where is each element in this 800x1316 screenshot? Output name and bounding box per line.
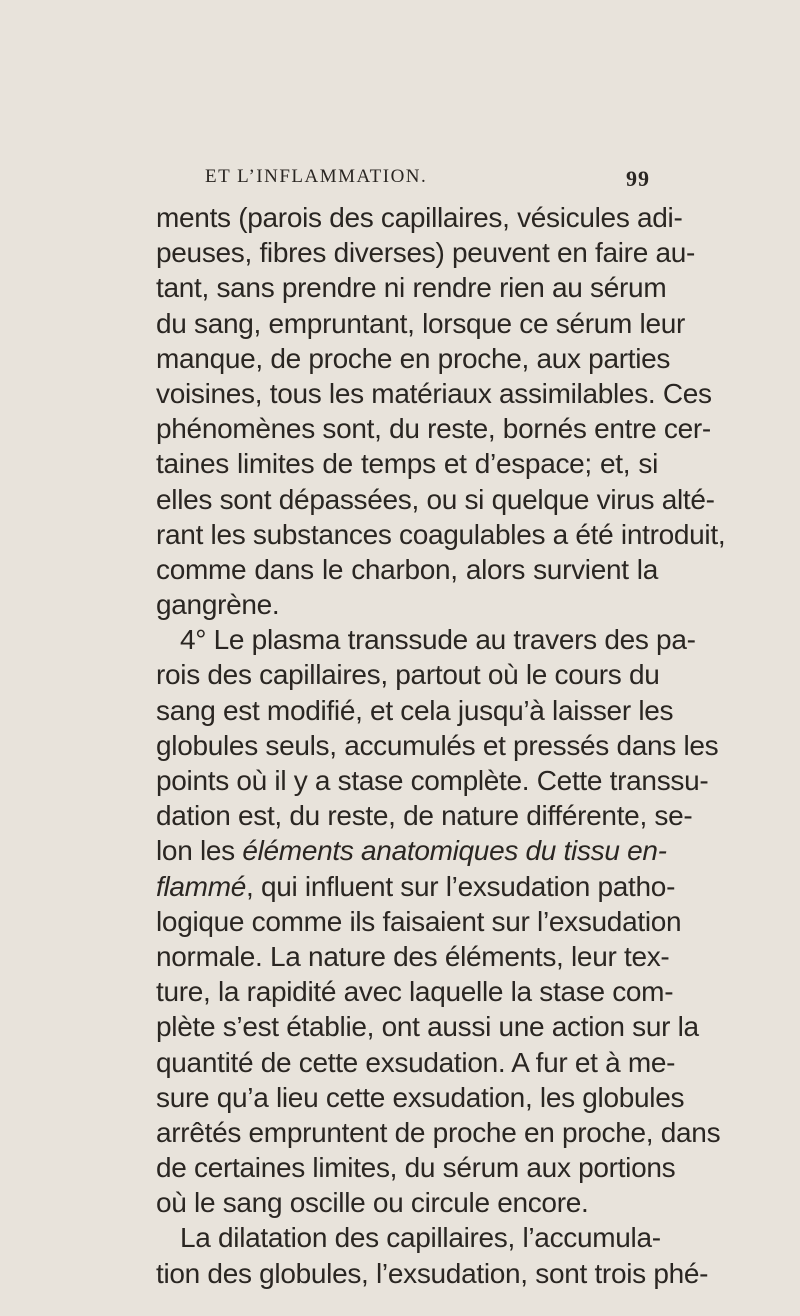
italic-text-segment: éléments anatomiques du tissu en- — [242, 835, 667, 867]
text-line — [156, 833, 667, 868]
running-head — [205, 166, 650, 190]
text-line: du sang, empruntant, lorsque ce sérum leur — [156, 307, 686, 339]
text-line: logique comme ils faisaient sur l’exsudation — [156, 905, 682, 937]
page-number: 99 — [626, 166, 650, 191]
text-segment: , qui influent sur l’exsudation patho- — [246, 870, 676, 902]
text-line: manque, de proche en proche, aux parties — [156, 342, 671, 374]
text-line: peuses, fibres diverses) peuvent en faire au- — [156, 237, 696, 269]
text-line: plète s’est établie, ont aussi une action sur la — [156, 1011, 699, 1043]
running-head-title: ET L’INFLAMMATION. — [205, 166, 428, 187]
text-line: où le sang oscille ou circule encore. — [156, 1187, 589, 1219]
text-line — [156, 869, 676, 904]
text-line: rois des capillaires, partout où le cours du — [156, 659, 660, 691]
text-line: normale. La nature des éléments, leur tex- — [156, 940, 670, 972]
text-segment: lon les — [156, 835, 243, 867]
text-line: La dilatation des capillaires, l’accumula- — [180, 1222, 661, 1254]
text-line: taines limites de temps et d’espace; et, si — [156, 448, 658, 480]
text-line: comme dans le charbon, alors survient la — [156, 553, 658, 585]
text-line: tion des globules, l’exsudation, sont trois phé- — [156, 1257, 709, 1289]
text-line: elles sont dépassées, ou si quelque virus alté- — [156, 483, 715, 515]
text-line: globules seuls, accumulés et pressés dans les — [156, 729, 719, 761]
text-line: points où il y a stase complète. Cette transsu- — [156, 765, 709, 796]
text-line: sang est modifié, et cela jusqu’à laisser les — [156, 694, 674, 726]
text-line: tant, sans prendre ni rendre rien au sérum — [156, 272, 667, 304]
text-line: ments (parois des capillaires, vésicules adi- — [156, 202, 683, 233]
text-line: dation est, du reste, de nature différente, se- — [156, 800, 693, 832]
italic-text-segment: flammé — [156, 870, 246, 902]
text-line: phénomènes sont, du reste, bornés entre cer- — [156, 413, 711, 445]
text-line: voisines, tous les matériaux assimilables. Ces — [156, 377, 712, 409]
text-line: arrêtés empruntent de proche en proche, dans — [156, 1116, 721, 1148]
text-line: ture, la rapidité avec laquelle la stase com- — [156, 976, 674, 1008]
text-line: sure qu’a lieu cette exsudation, les globules — [156, 1081, 685, 1113]
text-line: de certaines limites, du sérum aux portions — [156, 1152, 676, 1184]
text-line: 4° Le plasma transsude au travers des pa- — [180, 624, 696, 656]
text-line: quantité de cette exsudation. A fur et à me- — [156, 1046, 676, 1078]
body-text — [156, 200, 726, 1291]
text-line: rant les substances coagulables a été introduit, — [156, 518, 726, 550]
text-line: gangrène. — [156, 589, 280, 621]
